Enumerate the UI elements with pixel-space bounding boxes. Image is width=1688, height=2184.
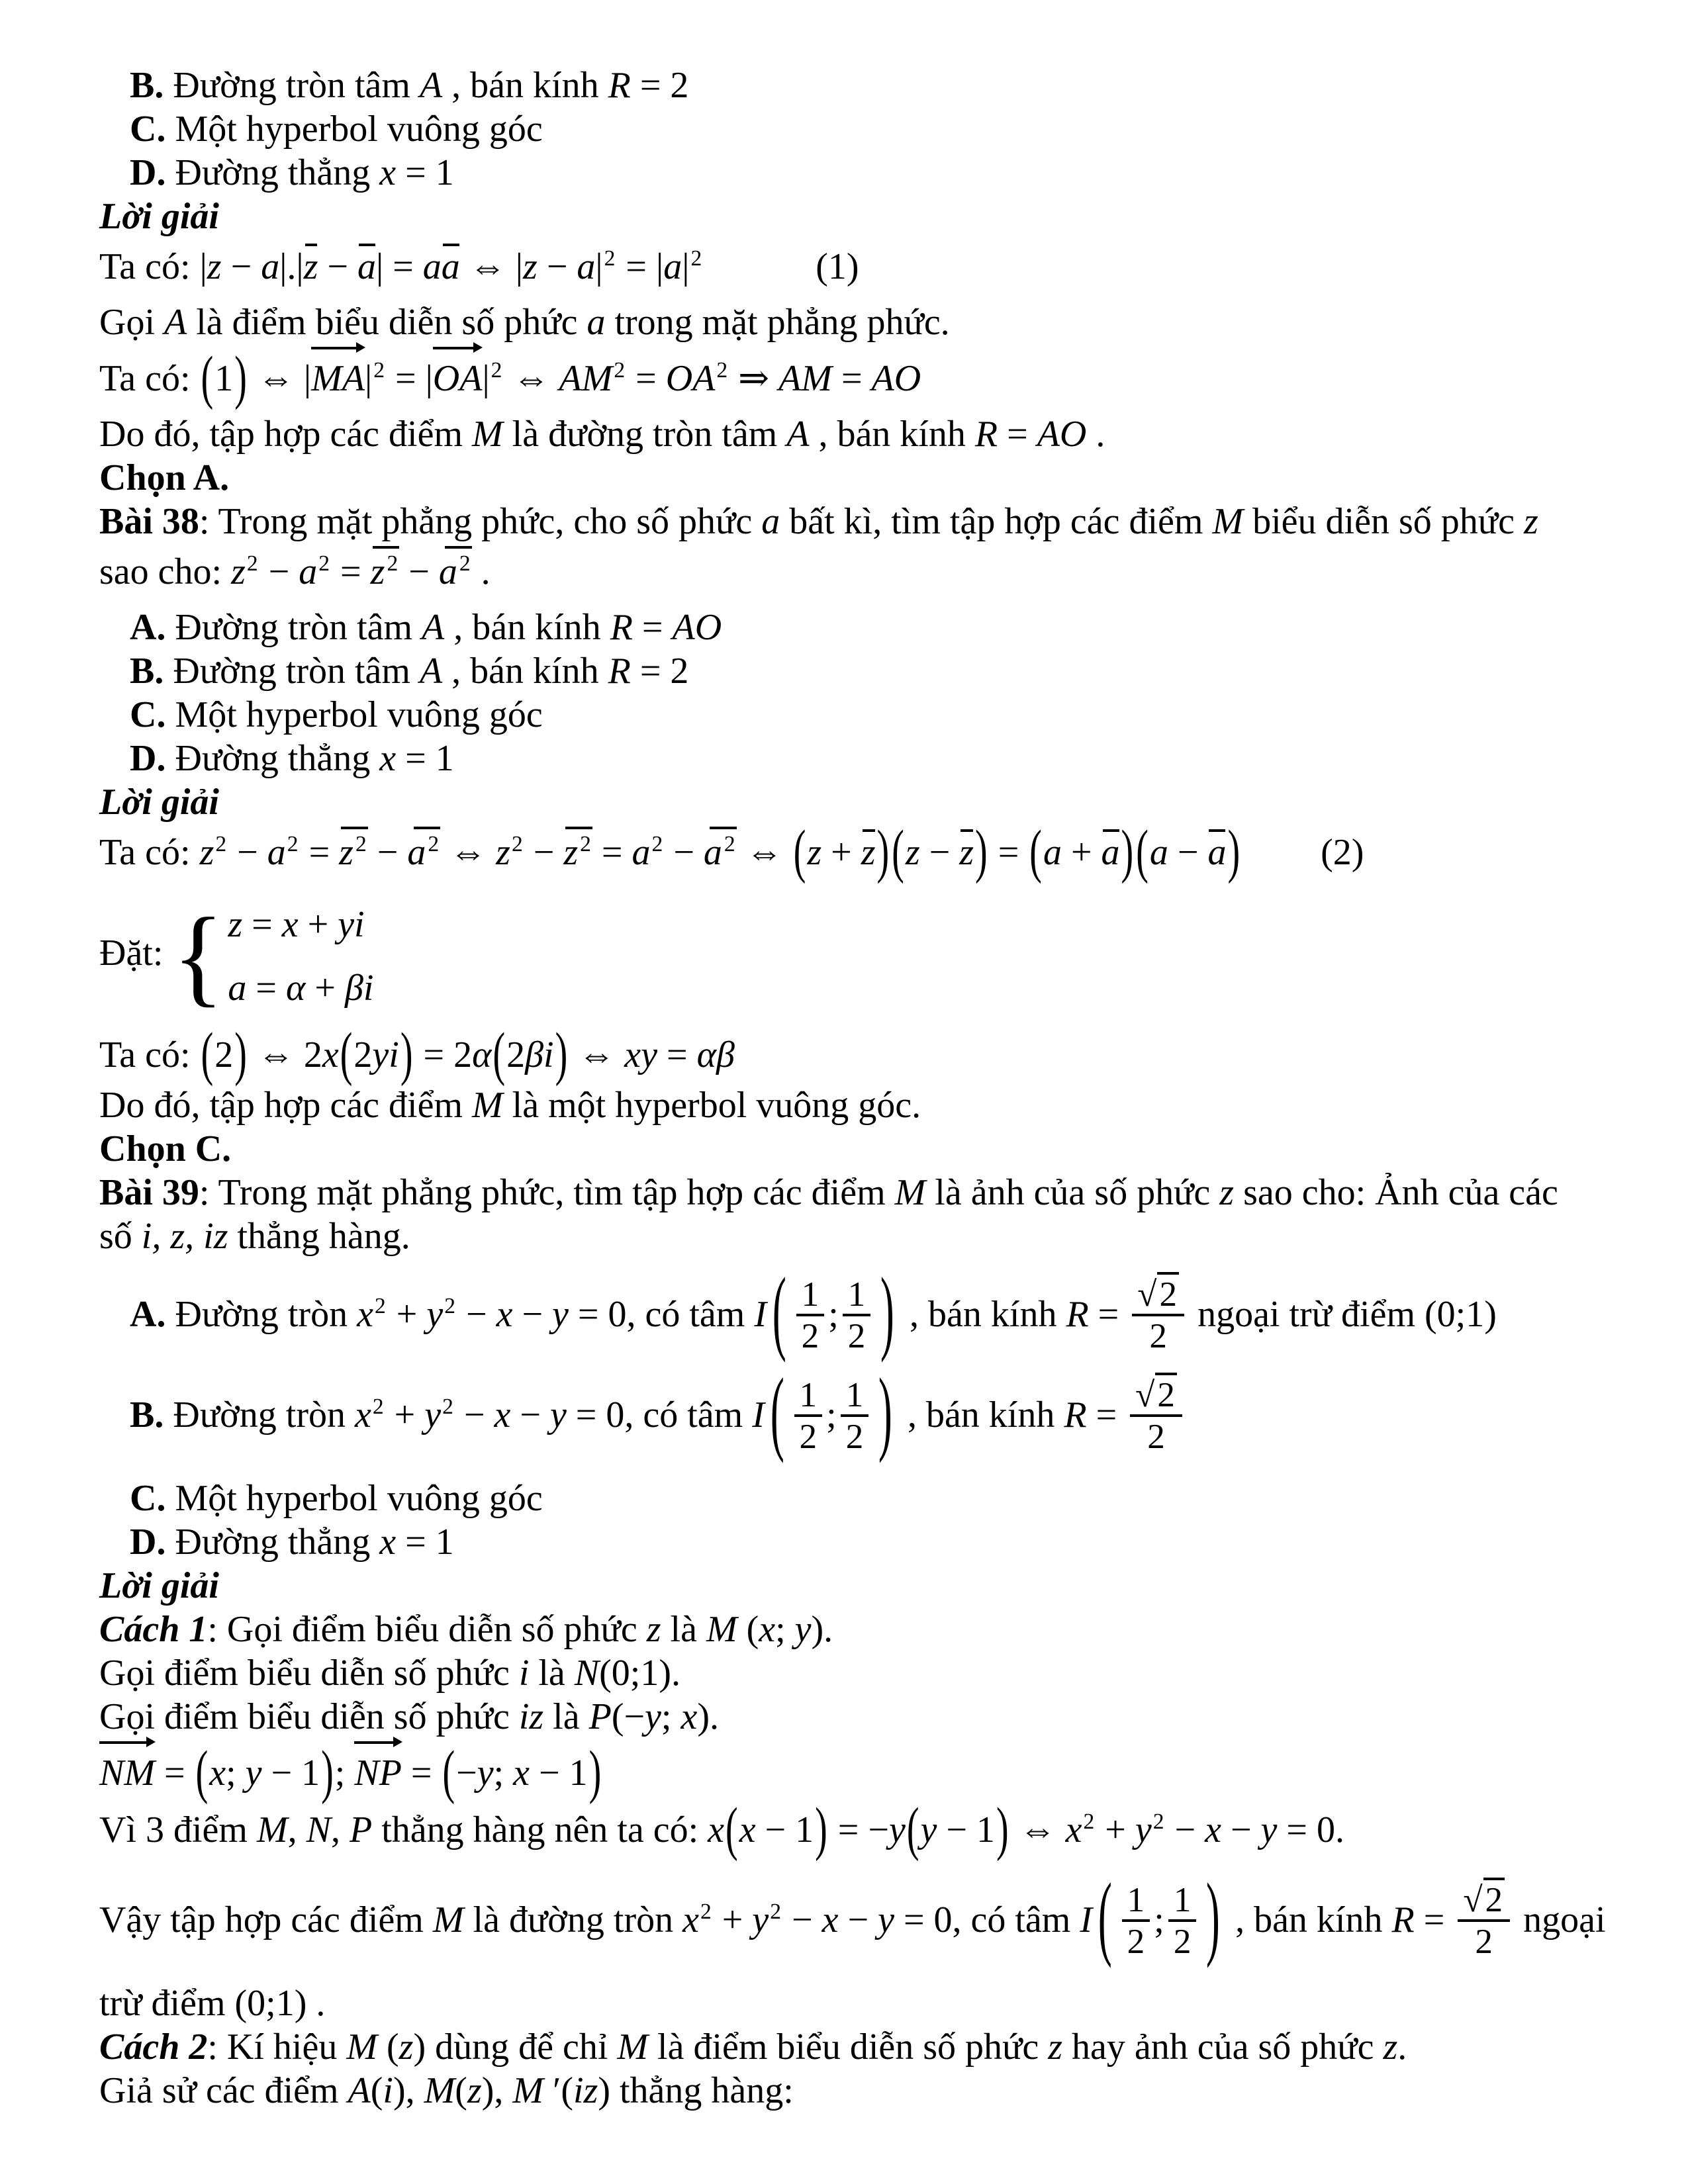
cach-2-line: Cách 2: Kí hiệu M (z) dùng để chỉ M là điểm biểu diễn số phức z hay ảnh của số phức z.	[99, 2026, 1407, 2068]
sqrt-fraction: $\frac{√2}{2}$	[1132, 1277, 1184, 1353]
fraction: $\frac{1}{2}$	[796, 1277, 825, 1353]
bai-38-title: Bài 38: Trong mặt phẳng phức, cho số phức a bất kì, tìm tập hợp các điểm M biểu diễn số phức z	[99, 500, 1538, 542]
vector-overbar-arrow: MA	[311, 344, 365, 407]
text-do-do-1: Do đó, tập hợp các điểm M là đường tròn tâm A , bán kính R = AO .	[99, 413, 1105, 455]
gia-su-line: Giả sử các điểm A(i), M(z), M ′(iz) thẳng hàng:	[99, 2070, 794, 2111]
fraction: $\frac{1}{2}$	[843, 1277, 871, 1353]
loi-giai-2: Lời giải	[99, 781, 219, 823]
bai-38-condition: sao cho: $z^2 - a^2 = z^2 - a^2$ .	[99, 551, 491, 592]
text-do-do-2: Do đó, tập hợp các điểm M là một hyperbol vuông góc.	[99, 1084, 921, 1126]
option-c-1: C. Một hyperbol vuông góc	[130, 109, 543, 150]
dat-system: Đặt: { z = x + yi a = α + βi	[99, 895, 374, 1017]
option-d-1: D. Đường thẳng x = 1	[130, 152, 454, 193]
equation-system: { z = x + yi a = α + βi	[172, 895, 374, 1017]
chon-a: Chọn A.	[99, 457, 230, 498]
vector-overbar-arrow: NP	[354, 1739, 402, 1801]
option-a-2: A. Đường tròn tâm A , bán kính R = AO	[130, 606, 722, 648]
tru-diem-line: trừ điểm (0;1) .	[99, 1982, 326, 2024]
fraction: $\frac{1}{2}$	[841, 1377, 869, 1454]
fraction: $\frac{1}{2}$	[794, 1377, 823, 1454]
option-d-3: D. Đường thẳng x = 1	[130, 1521, 454, 1563]
vector-overbar-arrow: OA	[433, 344, 483, 407]
chon-c: Chọn C.	[99, 1128, 232, 1169]
cach-1-line: Cách 1: Gọi điểm biểu diễn số phức z là M (x; y).	[99, 1608, 833, 1650]
bai-39-title: Bài 39: Trong mặt phẳng phức, tìm tập hợp các điểm M là ảnh của số phức z sao cho: Ảnh của các	[99, 1171, 1558, 1213]
text-goi-a: Gọi A là điểm biểu diễn số phức a trong mặt phẳng phức.	[99, 302, 950, 343]
option-b-3: B. Đường tròn $x^2 + y^2 - x - y = 0$, có tâm I ( $\frac{1}{2}$ ; $\frac{1}{2}$ ) , bán kính R = $\frac{√2}{2}$	[99, 1376, 1615, 1459]
option-c-2: C. Một hyperbol vuông góc	[130, 694, 543, 735]
vector-line: NM = (x; y − 1); NP = (−y; x − 1)	[99, 1739, 602, 1805]
thang-hang-line: Vì 3 điểm M, N, P thẳng hàng nên ta có: x(x − 1) = −y(y − 1) ⇔ $x^2 + y^2 - x - y = 0$.	[99, 1796, 1344, 1862]
formula-2: Ta có: (1) ⇔ $|MA|^2 = |OA|^2$ ⇔ $AM^2 = OA^2$ ⇒ AM = AO	[99, 345, 921, 411]
option-c-3: C. Một hyperbol vuông góc	[130, 1477, 543, 1519]
loi-giai-1: Lời giải	[99, 196, 219, 237]
formula-1: Ta có: |z − a|.|z − a| = aa ⇔ $|z - a|^2 = |a|^2$ (1)	[99, 238, 1615, 300]
sqrt-fraction: $\frac{√2}{2}$	[1130, 1377, 1182, 1454]
goi-n-line: Gọi điểm biểu diễn số phức i là N(0;1).	[99, 1652, 681, 1694]
vay-tap-hop-line: Vậy tập hợp các điểm M là đường tròn $x^2 + y^2 - x - y = 0$, có tâm I ( $\frac{1}{2}$ ; $\frac{1}{2}$ ) , bán kính R = $\frac{√2}{2}$ ngoại	[99, 1865, 1606, 1970]
loi-giai-3: Lời giải	[99, 1565, 219, 1606]
sqrt-fraction: $\frac{√2}{2}$	[1458, 1882, 1510, 1959]
formula-3: Ta có: $z^2 - a^2 = z^2 - a^2$ ⇔ $z^2 - z^2 = a^2 - a^2$ ⇔ (z + z)(z − z) = (a + a)(a − a) (2)	[99, 819, 1364, 885]
option-b-2: B. Đường tròn tâm A , bán kính R = 2	[130, 650, 689, 692]
option-b-1: B. Đường tròn tâm A , bán kính R = 2	[130, 65, 689, 106]
goi-p-line: Gọi điểm biểu diễn số phức iz là P(−y; x).	[99, 1696, 719, 1737]
fraction: $\frac{1}{2}$	[1122, 1882, 1150, 1959]
vector-overbar-arrow: NM	[99, 1739, 155, 1801]
bai-39-condition: số i, z, iz thẳng hàng.	[99, 1215, 410, 1257]
option-d-2: D. Đường thẳng x = 1	[130, 737, 454, 779]
formula-4: Ta có: (2) ⇔ 2x(2yi) = 2α(2βi) ⇔ xy = αβ	[99, 1021, 735, 1087]
option-a-3: A. Đường tròn $x^2 + y^2 - x - y = 0$, có tâm I ( $\frac{1}{2}$ ; $\frac{1}{2}$ ) , bán kính R = $\frac{√2}{2}$ ngoại trừ điểm (0;1)	[130, 1259, 1497, 1365]
fraction: $\frac{1}{2}$	[1168, 1882, 1197, 1959]
